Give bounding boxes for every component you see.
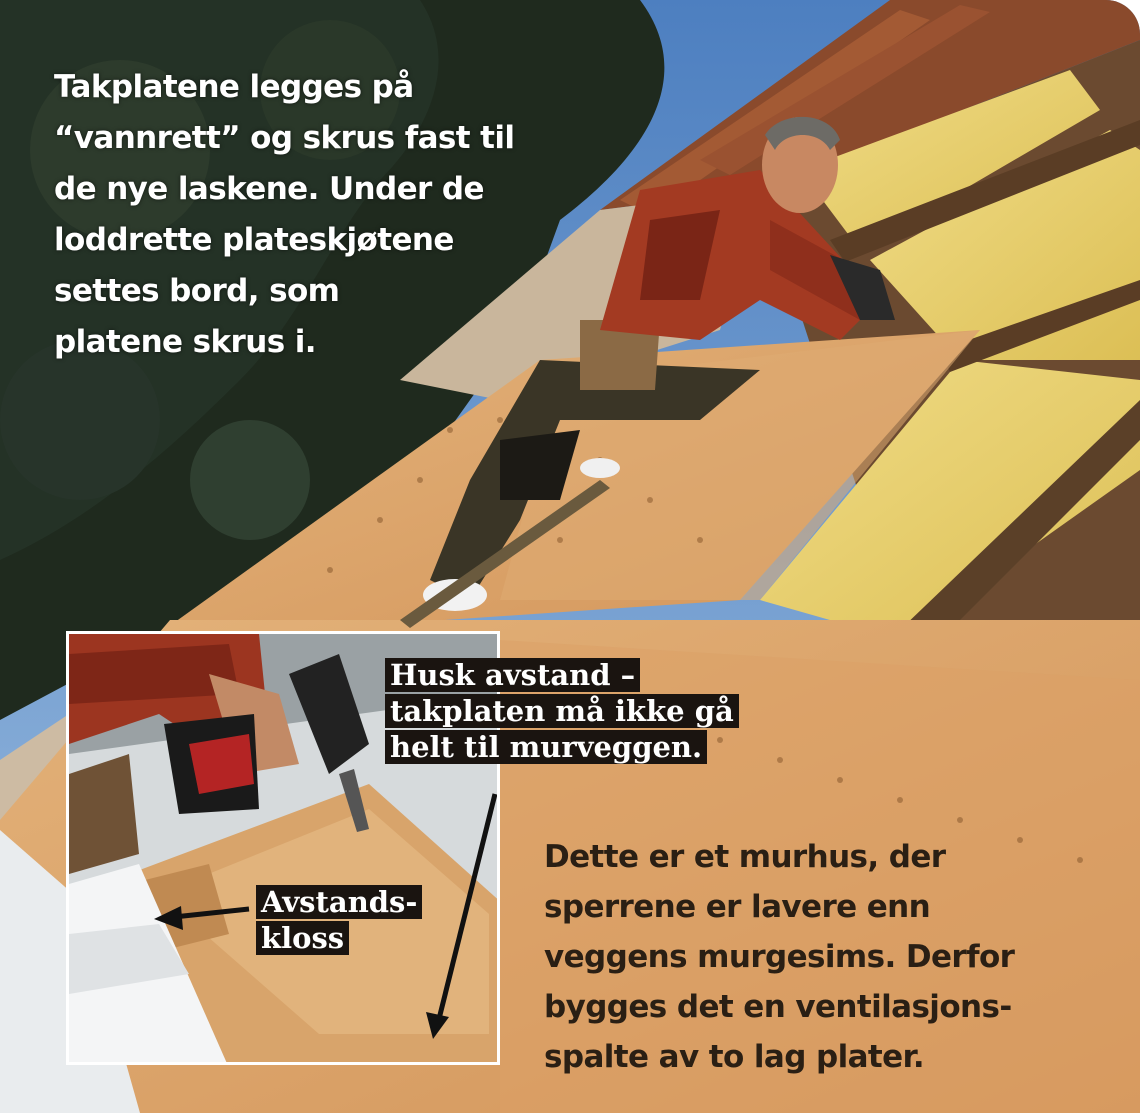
label-line: helt til murveggen. xyxy=(385,730,707,764)
label-line: Husk avstand – xyxy=(385,658,640,692)
arrow-head-spacer xyxy=(154,906,183,930)
label-line: kloss xyxy=(256,921,349,955)
caption-bottom-right: Dette er et murhus, der sperrene er lavere enn veggens murgesims. Derfor bygges det en ventilasjons- spalte av to lag plater. xyxy=(544,839,1015,1075)
label-spacer-block xyxy=(256,885,422,957)
arrow-head-wall xyxy=(426,1012,449,1039)
label-distance-reminder xyxy=(385,658,739,766)
label-line: takplaten må ikke gå xyxy=(385,694,739,728)
label-line: Avstands- xyxy=(256,885,422,919)
caption-top-left: Takplatene legges på “vannrett” og skrus fast til de nye laskene. Under de loddrette plateskjøtene settes bord, som platene skrus i. xyxy=(54,69,515,360)
